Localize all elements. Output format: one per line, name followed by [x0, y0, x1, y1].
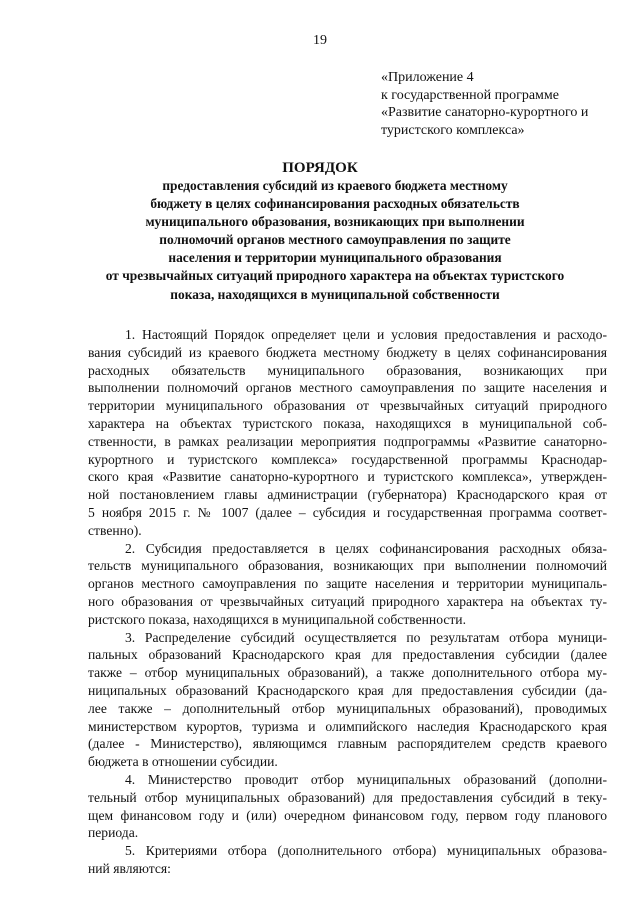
paragraph-2	[88, 540, 607, 629]
text-line: 2. Субсидия предоставляется в целях софинансирования расходных обяза-	[125, 540, 607, 556]
text-line: ной постановлением главы администрации (губернатора) Краснодарского края от	[88, 487, 607, 503]
appendix-block	[381, 69, 631, 139]
text-line: 1. Настоящий Порядок определяет цели и условия предоставления и расходо-	[125, 327, 607, 342]
text-line: (далее - Министерство), являющимся главным распорядителем средств краевого	[88, 736, 607, 752]
text-line: тельный отбор муниципальных образований) для предоставления субсидий в теку-	[88, 789, 607, 805]
subtitle-line: показа, находящихся в муниципальной собственности	[170, 286, 500, 302]
text-line: 5 ноября 2015 г. № 1007 (далее – субсидия и государственная программа соответ-	[88, 504, 607, 520]
text-line: 3. Распределение субсидий осуществляется по результатам отбора муници-	[125, 629, 607, 645]
text-line: тельств муниципального образования, возникающих при выполнении полномочий	[88, 558, 607, 574]
appendix-line: «Развитие санаторно-курортного и	[381, 105, 589, 120]
text-line: курортного и туристского комплекса» государственной программы Краснодар-	[88, 451, 607, 467]
subtitle-line: полномочий органов местного самоуправления по защите	[159, 232, 511, 248]
subtitle-line: муниципального образования, возникающих при выполнении	[145, 214, 525, 230]
text-line: министерством курортов, туризма и олимпийского наследия Краснодарского края	[88, 718, 607, 734]
subtitle-line: от чрезвычайных ситуаций природного характера на объектах туристского	[105, 268, 565, 284]
paragraph-4	[88, 771, 607, 842]
document-body	[88, 326, 607, 878]
text-line: ственно).	[88, 522, 142, 538]
text-line: выполнении полномочий органов местного самоуправления по защите населения и	[88, 380, 607, 396]
paragraph-1	[88, 326, 607, 540]
subtitle-line: предоставления субсидий из краевого бюджета местному	[162, 178, 508, 193]
appendix-line: «Приложение 4	[381, 70, 474, 85]
text-line: расходных обязательств муниципального образования, возникающих при	[88, 362, 607, 378]
paragraph-3	[88, 629, 607, 771]
text-line: 5. Критериями отбора (дополнительного отбора) муниципальных образова-	[125, 843, 607, 859]
appendix-line: к государственной программе	[381, 87, 559, 103]
document-subtitle	[20, 177, 640, 304]
text-line: ний являются:	[88, 860, 171, 876]
text-line: бюджета в отношении субсидии.	[88, 754, 278, 770]
document-title: ПОРЯДОК	[282, 160, 358, 176]
text-line: щем финансовом году и (или) очередном финансовом году, первом году планового	[88, 807, 607, 823]
text-line: ского края «Развитие санаторно-курортного и туристского комплекса», утвержден-	[88, 469, 607, 485]
text-line: территории муниципального образования от чрезвычайных ситуаций природного	[88, 398, 607, 414]
paragraph-5	[88, 842, 607, 878]
text-line: ристского показа, находящихся в муниципальной собственности.	[88, 611, 466, 627]
text-line: вания субсидий из краевого бюджета местному бюджету в целях софинансирования	[88, 344, 607, 360]
text-line: лее также – дополнительный отбор муниципальных образований), проводимых	[88, 700, 607, 716]
appendix-line: туристского комплекса»	[381, 122, 525, 138]
text-line: периода.	[88, 825, 139, 841]
page-number: 19	[313, 33, 327, 48]
text-line: 4. Министерство проводит отбор муниципальных образований (дополни-	[125, 771, 607, 787]
text-line: органов местного самоуправления по защите населения и территории муниципаль-	[88, 576, 607, 592]
text-line: также – отбор муниципальных образований), а также дополнительного отбора му-	[88, 665, 607, 681]
text-line: характера на объектах туристского показа, находящихся в муниципальной соб-	[88, 415, 607, 431]
subtitle-line: населения и территории муниципального образования	[168, 250, 502, 266]
text-line: ного образования от чрезвычайных ситуаций природного характера на объектах ту-	[88, 593, 607, 609]
text-line: ственности, в рамках реализации мероприятия подпрограммы «Развитие санаторно-	[88, 433, 607, 449]
text-line: ниципальных образований Краснодарского края для предоставления субсидии (да-	[88, 682, 607, 698]
text-line: пальных образований Краснодарского края для предоставления субсидии (далее	[88, 647, 607, 663]
subtitle-line: бюджету в целях софинансирования расходных обязательств	[150, 196, 520, 212]
